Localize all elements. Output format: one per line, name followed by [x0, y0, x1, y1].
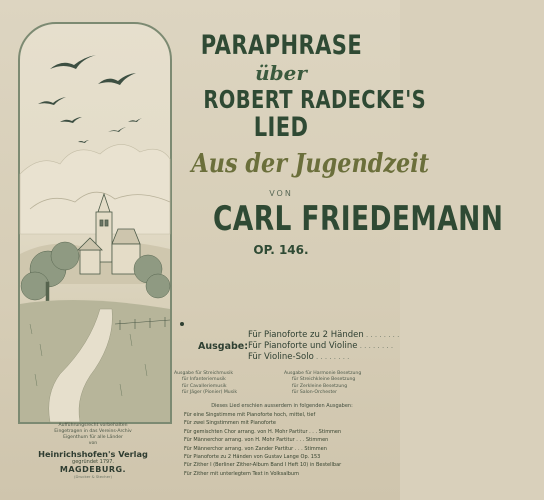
title-von: VON: [269, 189, 293, 198]
also-published-item: Für zwei Singstimmen mit Pianoforte: [184, 420, 276, 427]
title-radecke: ROBERT RADECKE'S: [203, 85, 427, 114]
von-line: von: [88, 441, 98, 446]
printer-imprint: (Drucker & Stecher): [74, 474, 112, 479]
birds: [38, 55, 142, 143]
also-published-item: Für gemischten Chor arrang. von H. Mohr Partitur . . . Stimmen: [184, 428, 342, 435]
also-published-item: Für Männerchor arrang. von Zander Partitur . . . Stimmen: [184, 445, 327, 452]
also-published-item: Für Pianoforte zu 2 Händen von Gustav Lange Op. 153: [184, 453, 321, 460]
arrangements-right: [284, 371, 388, 396]
also-published-item: Für eine Singstimme mit Pianoforte hoch, mittel, tief: [184, 412, 316, 418]
arrangements-left: [174, 371, 278, 396]
title-uber: über: [255, 61, 307, 85]
edition-item: Für Pianoforte und Violine . . .: [248, 341, 393, 351]
arrangement-item: für Cavalleriemusik: [182, 383, 227, 389]
publisher-block: [18, 423, 168, 479]
publisher-founded: gegründet 1797.: [72, 459, 114, 465]
edition-item: Für Violine-Solo . . .: [248, 352, 349, 362]
title-block: [172, 24, 504, 257]
composer-name: CARL FRIEDEMANN: [212, 199, 504, 239]
archive-line: Eingetragen in das Vereins-Archiv: [54, 429, 132, 434]
also-published-heading: Dieses Lied erschien ausserdem in folgenden Ausgaben:: [211, 403, 353, 409]
arrangement-item: für Zerkleine Besetzung: [292, 383, 348, 389]
also-published-list: [184, 412, 390, 479]
village-church-scene: [20, 24, 170, 422]
also-published-item: Für Zither mit unterlegtem Text in Volksalbum: [184, 470, 299, 477]
arrangement-item: Ausgabe für Harmonie Besetzung: [284, 371, 362, 376]
editions-label: Ausgabe:: [198, 341, 249, 352]
arrangement-item: Ausgabe für Streichmusik: [174, 371, 234, 376]
publisher-city: MAGDEBURG.: [59, 465, 127, 474]
edition-item: Für Pianoforte zu 2 Händen . . .: [248, 330, 399, 340]
arrangement-item: für Streichkleine Besetzung: [292, 377, 356, 383]
arrangement-item: für Salon-Orchester: [292, 389, 337, 395]
title-paraphrase: PARAPHRASE: [200, 30, 362, 61]
cover-illustration: [18, 22, 172, 424]
arrangement-item: für Jäger (Pionier) Musik: [182, 389, 238, 395]
title-lied: LIED: [253, 112, 309, 143]
also-published-item: Für Männerchor arrang. von H. Mohr Partitur . . . Stimmen: [184, 437, 329, 444]
property-line: Eigenthum für alle Länder: [63, 435, 123, 440]
publisher-name: Heinrichshofen's Verlag: [38, 449, 148, 459]
also-published-item: Für Zither I (Berliner Zither-Album Band I Heft 10) in Bestellbar: [184, 462, 342, 469]
bullet-icon: [180, 322, 184, 326]
title-song-name: Aus der Jugendzeit: [191, 149, 430, 179]
opus-number: OP. 146.: [253, 243, 309, 257]
editions-list: [198, 330, 388, 363]
arrangement-item: für Infanteriemusik: [182, 377, 226, 383]
rights-line: Aufführungsrecht vorbehalten: [58, 423, 128, 428]
